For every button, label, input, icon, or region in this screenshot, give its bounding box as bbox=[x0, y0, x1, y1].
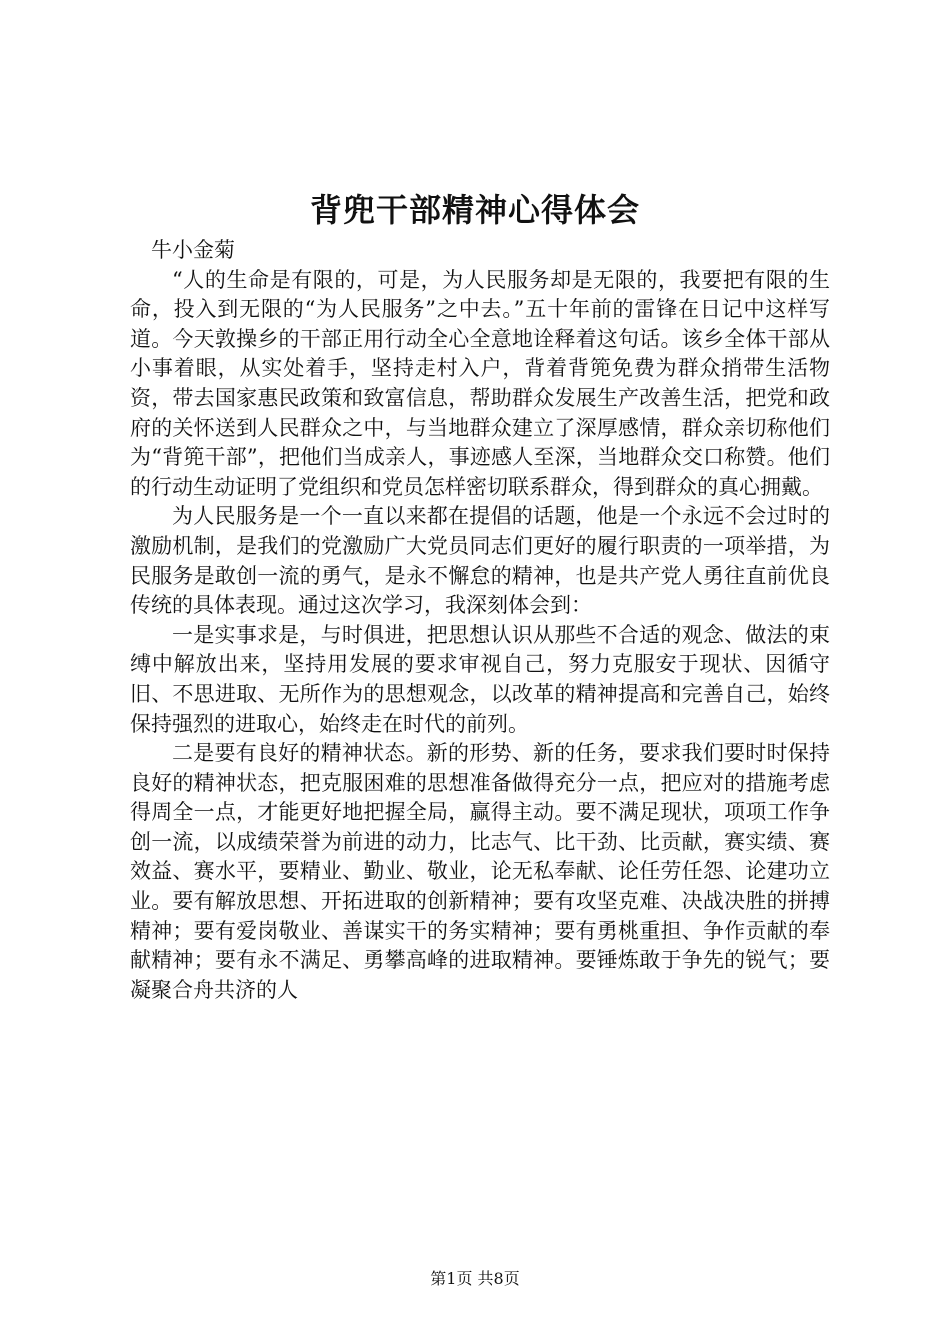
body-paragraph-4: 二是要有良好的精神状态。新的形势、新的任务，要求我们要时时保持良好的精神状态，把克服困难的思想准备做得充分一点，把应对的措施考虑得周全一点，才能更好地把握全局，赢得主动。要不满足现状，项项工作争创一流，以成绩荣誉为前进的动力，比志气、比干劲、比贡献，赛实绩、赛效益、赛水平，要精业、勤业、敬业，论无私奉献、论任劳任怨、论建功立业。要有解放思想、开拓进取的创新精神；要有攻坚克难、决战决胜的拼搏精神；要有爱岗敬业、善谋实干的务实精神；要有勇桃重担、争作贡献的奉献精神；要有永不满足、勇攀高峰的进取精神。要锤炼敢于争先的锐气；要凝聚合舟共济的人 bbox=[130, 741, 830, 1002]
author-name: 牛小金菊 bbox=[151, 238, 235, 262]
page-number-footer: 第1页 共8页 bbox=[430, 1269, 520, 1288]
document-body bbox=[130, 236, 830, 1005]
body-paragraph-2: 为人民服务是一个一直以来都在提倡的话题，他是一个永远不会过时的激励机制，是我们的党激励广大党员同志们更好的履行职责的一项举措，为民服务是敢创一流的勇气，是永不懈怠的精神，也是共产党人勇往直前优良传统的具体表现。通过这次学习，我深刻体会到： bbox=[130, 504, 830, 618]
body-paragraph-3: 一是实事求是，与时俱进，把思想认识从那些不合适的观念、做法的束缚中解放出来，坚持用发展的要求审视自己，努力克服安于现状、因循守旧、不思进取、无所作为的思想观念，以改革的精神提高和完善自己，始终保持强烈的进取心，始终走在时代的前列。 bbox=[130, 622, 830, 736]
document-title: 背兜干部精神心得体会 bbox=[309, 191, 640, 229]
body-paragraph-1: “人的生命是有限的，可是，为人民服务却是无限的，我要把有限的生命，投入到无限的“为人民服务”之中去。”五十年前的雷锋在日记中这样写道。今天敦操乡的干部正用行动全心全意地诠释着这句话。该乡全体干部从小事着眼，从实处着手，坚持走村入户，背着背篼免费为群众捎带生活物资，带去国家惠民政策和致富信息，帮助群众发展生产改善生活，把党和政府的关怀送到人民群众之中，与当地群众建立了深厚感情，群众亲切称他们为“背篼干部”，把他们当成亲人，事迹感人至深，当地群众交口称赞。他们的行动生动证明了党组织和党员怎样密切联系群众，得到群众的真心拥戴。 bbox=[130, 267, 830, 499]
